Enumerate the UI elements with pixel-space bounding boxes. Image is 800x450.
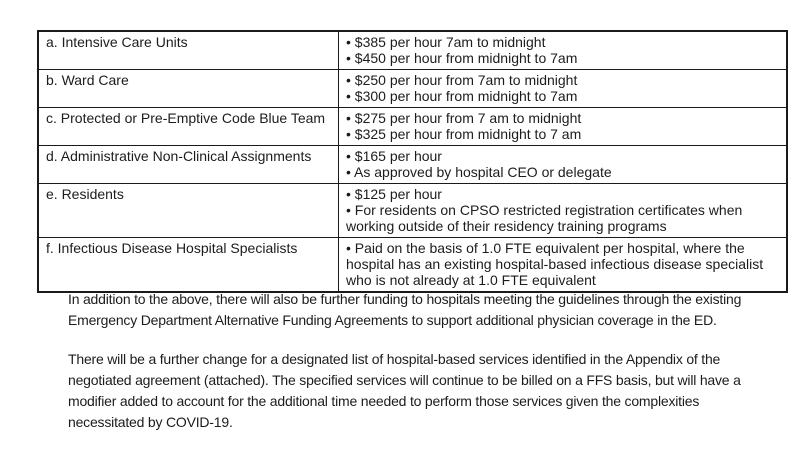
rate-detail: • $250 per hour from 7am to midnight (346, 72, 578, 88)
rate-details-cell (339, 146, 788, 184)
rate-detail: • As approved by hospital CEO or delegate (346, 164, 612, 180)
rate-detail: • For residents on CPSO restricted registration certificates when working outside of their residency training programs (346, 202, 743, 234)
table-row (38, 184, 787, 238)
service-label-cell: b. Ward Care (38, 70, 339, 108)
service-label-cell: c. Protected or Pre-Emptive Code Blue Team (38, 108, 339, 146)
service-label-cell: a. Intensive Care Units (38, 31, 339, 70)
rate-details-cell (339, 238, 788, 293)
rate-detail: • Paid on the basis of 1.0 FTE equivalent per hospital, where the hospital has an existing hospital-based infectious disease specialist who is not already at 1.0 FTE equivalent (346, 240, 764, 288)
rate-detail: • $325 per hour from midnight to 7 am (346, 126, 582, 142)
rate-details-cell (339, 108, 788, 146)
rate-detail: • $300 per hour from midnight to 7am (346, 88, 578, 104)
rate-detail: • $385 per hour 7am to midnight (346, 34, 546, 50)
paragraph-ffs-modifier: There will be a further change for a designated list of hospital-based services identified in the Appendix of the negotiated agreement (attached). The specified services will continue to be billed on a FFS basis, but will have a modifier added to account for the additional time needed to perform those services given the complexities necessitated by COVID-19. (68, 351, 741, 430)
rates-table-body (38, 31, 787, 292)
table-row (38, 70, 787, 108)
paragraph-ed-funding: In addition to the above, there will also be further funding to hospitals meeting the guidelines through the existing Emergency Department Alternative Funding Agreements to support additional physician coverage in the ED. (68, 291, 742, 328)
rate-detail: • $275 per hour from 7 am to midnight (346, 110, 582, 126)
rate-details-cell (339, 31, 788, 70)
service-label-cell: d. Administrative Non-Clinical Assignments (38, 146, 339, 184)
rate-detail: • $450 per hour from midnight to 7am (346, 50, 578, 66)
table-row (38, 146, 787, 184)
service-label-cell: f. Infectious Disease Hospital Specialists (38, 238, 339, 293)
body-text (68, 289, 768, 450)
table-row (38, 238, 787, 293)
rate-details-cell (339, 70, 788, 108)
rate-details-cell (339, 184, 788, 238)
table-row (38, 108, 787, 146)
rate-detail: • $165 per hour (346, 148, 442, 164)
table-row (38, 31, 787, 70)
service-label-cell: e. Residents (38, 184, 339, 238)
rate-detail: • $125 per hour (346, 186, 442, 202)
physician-rates-table (37, 30, 788, 293)
